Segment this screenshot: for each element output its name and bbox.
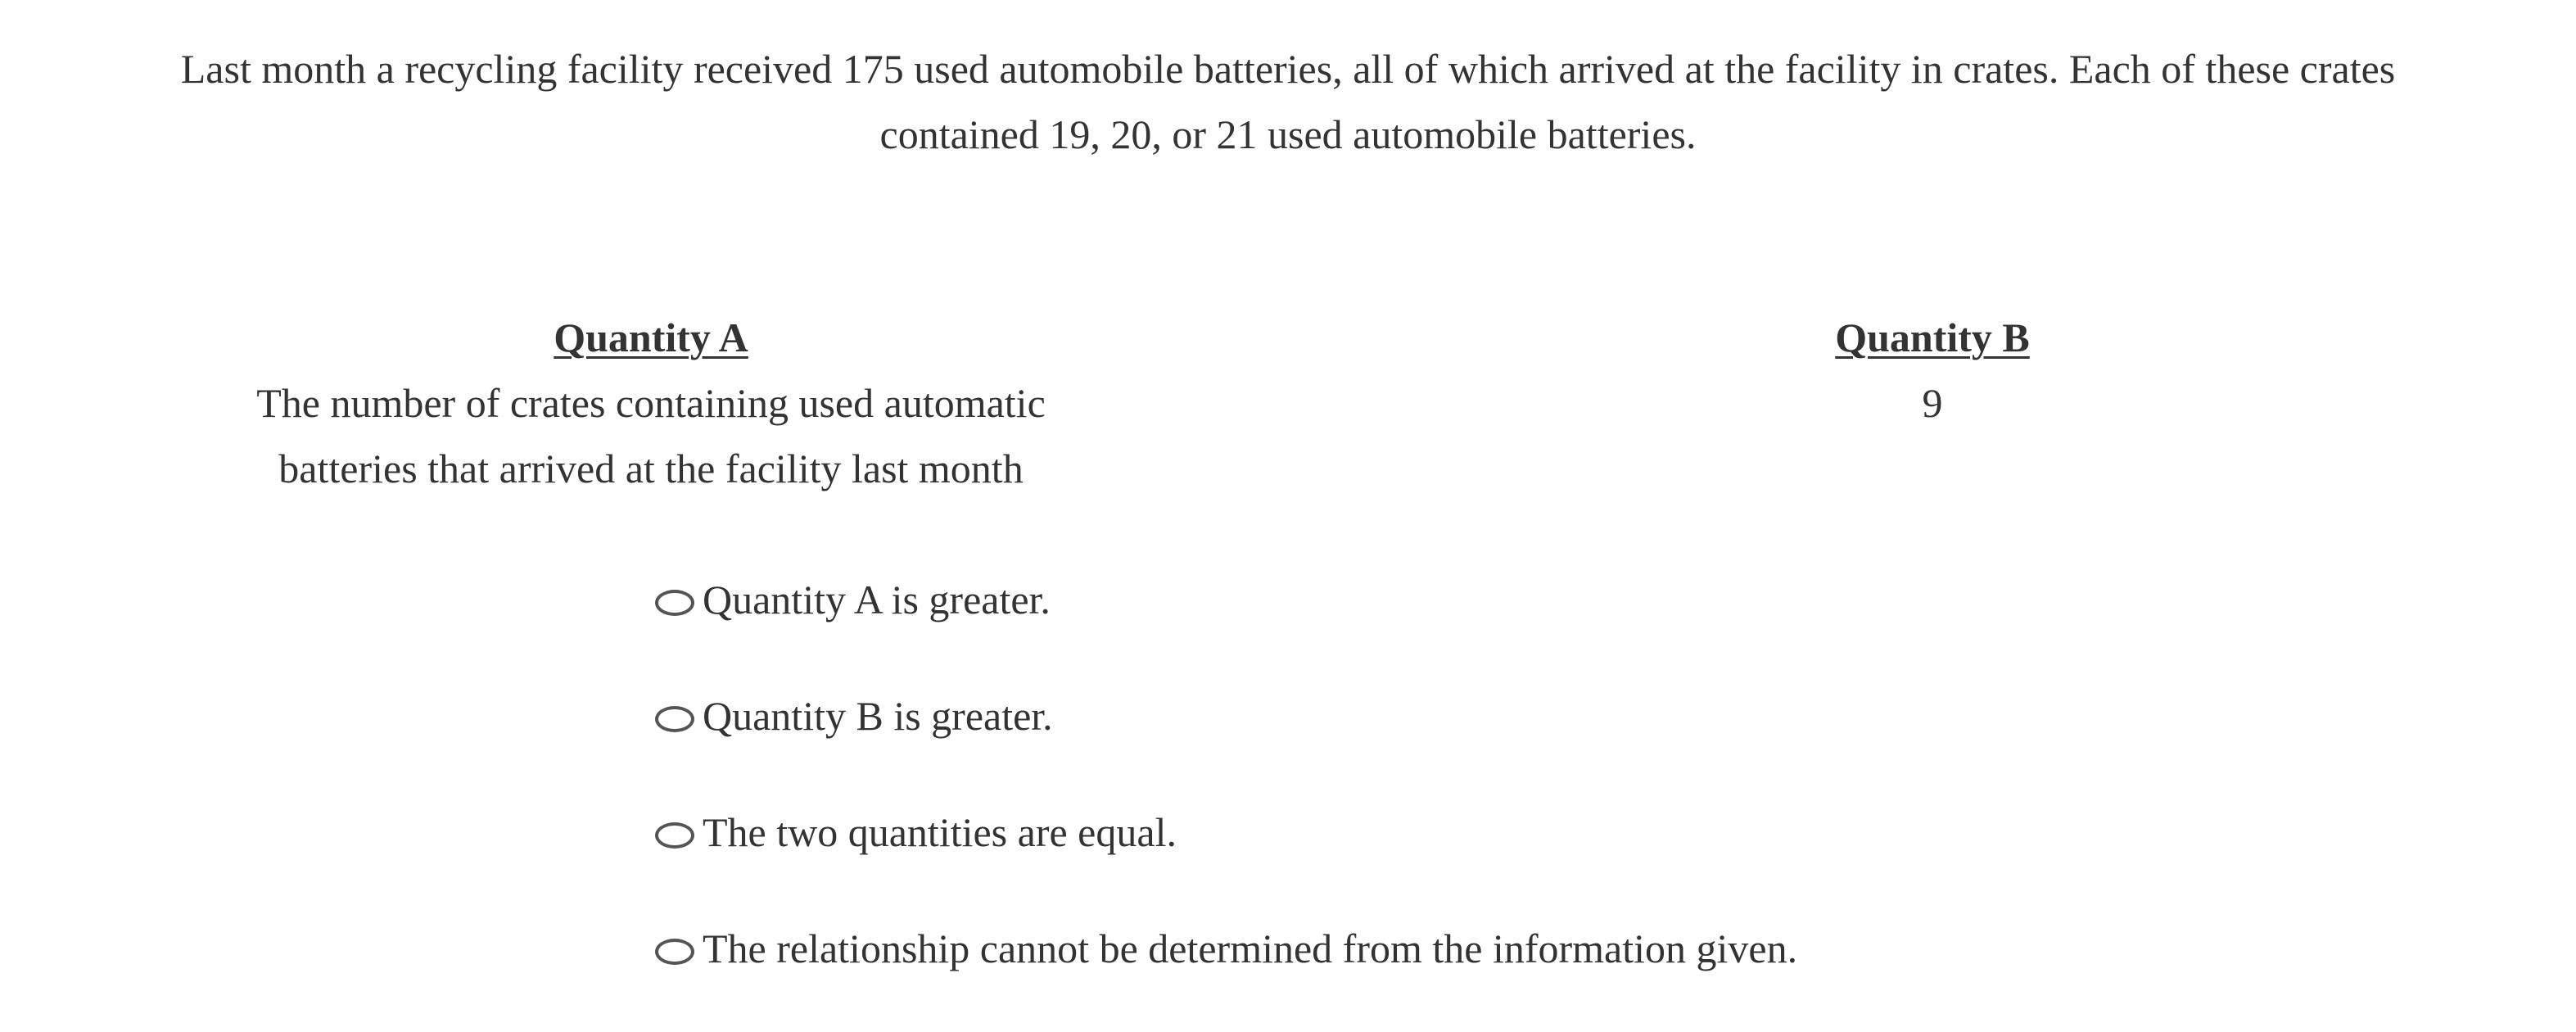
answer-choice-label: Quantity B is greater. [703,693,1053,739]
radio-unselected-icon[interactable] [655,590,694,616]
radio-unselected-icon[interactable] [655,939,694,965]
answer-choice-equal[interactable] [655,799,1797,865]
answer-choice-cannot-determine[interactable] [655,916,1797,981]
quantity-b-column [1662,305,2203,436]
quantity-b-heading: Quantity B [1835,315,2030,360]
radio-unselected-icon[interactable] [655,706,694,732]
answer-choice-b-greater[interactable] [655,683,1797,749]
quantity-a-heading: Quantity A [554,315,748,360]
radio-unselected-icon[interactable] [655,822,694,849]
quantity-a-text: The number of crates containing used automatic batteries that arrived at the facility last month [256,380,1046,491]
answer-choice-label: Quantity A is greater. [703,577,1051,622]
answer-choice-label: The relationship cannot be determined from the information given. [703,926,1798,971]
answer-choice-a-greater[interactable] [655,567,1797,632]
quantity-a-column [197,305,1105,501]
question-stem: Last month a recycling facility received 175 used automobile batteries, all of which arrived at the facility in crates. Each of these crates contained 19, 20, or 21 used automobile batteries. [180,46,2396,157]
answer-choices [655,567,1797,1032]
quantity-b-value: 9 [1922,380,1943,426]
answer-choice-label: The two quantities are equal. [703,809,1177,855]
